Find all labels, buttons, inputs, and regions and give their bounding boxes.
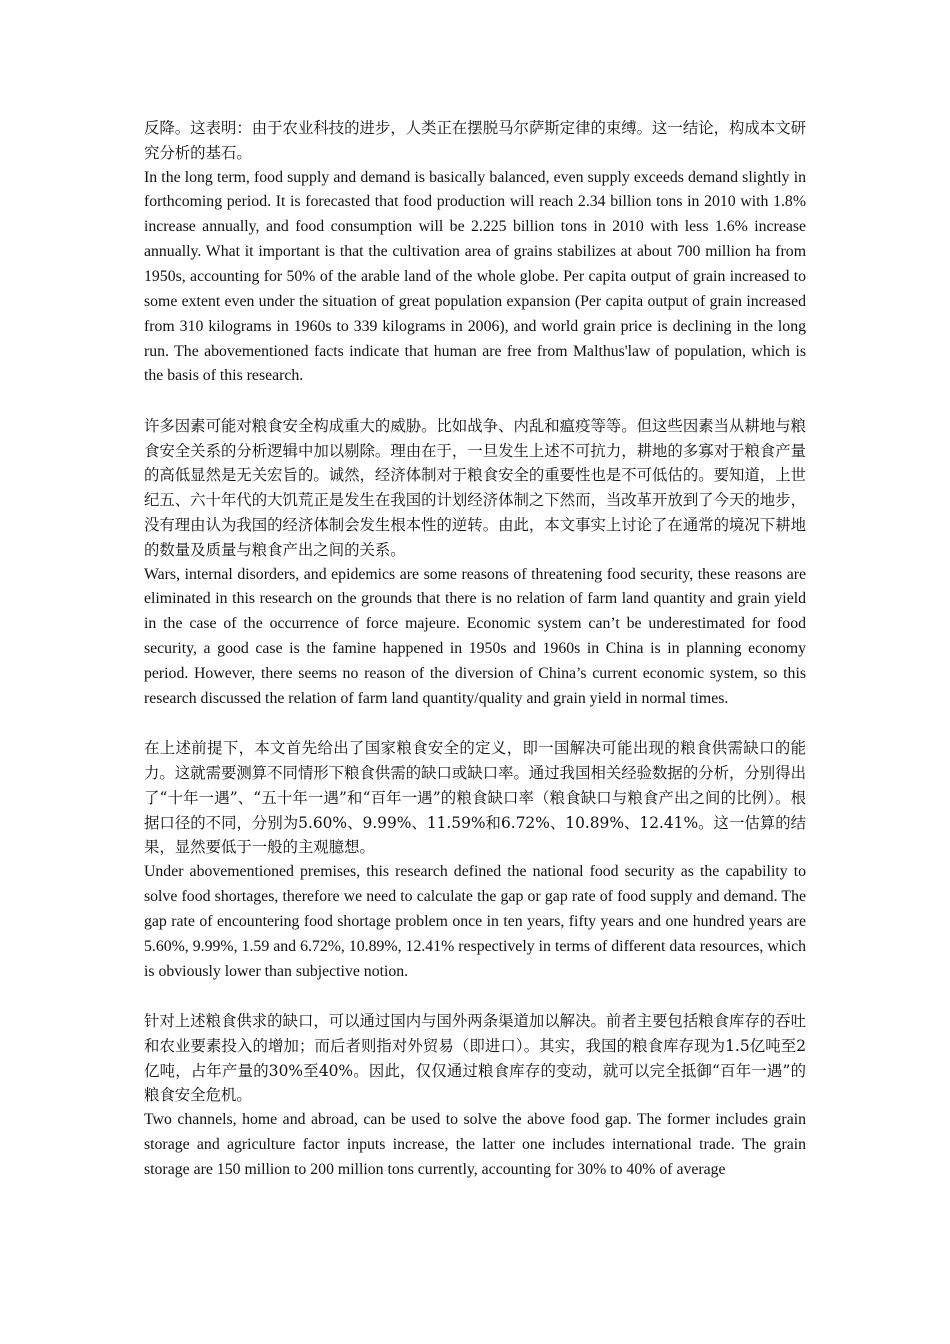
paragraph-gap: [144, 984, 806, 1009]
paragraph-zh-1: 反降。这表明：由于农业科技的进步，人类正在摆脱马尔萨斯定律的束缚。这一结论，构成本文研究分析的基石。: [144, 119, 806, 162]
document-page: [144, 116, 806, 1183]
paragraph-en-2: Wars, internal disorders, and epidemics are some reasons of threatening food security, these reasons are eliminated in this research on the grounds that there is no relation of farm land quantity and grain yield in the case of the occurrence of force majeure. Economic system can’t be underestimated for food security, a good case is the famine happened in 1950s and 1960s in China is in planning economy period. However, there seems no reason of the diversion of China’s current economic system, so this research discussed the relation of farm land quantity/quality and grain yield in normal times.: [144, 565, 806, 707]
paragraph-gap: [144, 389, 806, 414]
paragraph-gap: [144, 712, 806, 737]
paragraph-en-4: Two channels, home and abroad, can be used to solve the above food gap. The former includes grain storage and agriculture factor inputs increase, the latter one includes international trade. The grain storage are 150 million to 200 million tons currently, accounting for 30% to 40% of average: [144, 1111, 806, 1178]
paragraph-zh-3: 在上述前提下，本文首先给出了国家粮食安全的定义，即一国解决可能出现的粮食供需缺口的能力。这就需要测算不同情形下粮食供需的缺口或缺口率。通过我国相关经验数据的分析，分别得出了“十年一遇”、“五十年一遇”和“百年一遇”的粮食缺口率（粮食缺口与粮食产出之间的比例）。根据口径的不同，分别为5.60%、9.99%、11.59%和6.72%、10.89%、12.41%。这一估算的结果，显然要低于一般的主观臆想。: [144, 739, 806, 857]
paragraph-en-1: In the long term, food supply and demand is basically balanced, even supply exceeds demand slightly in forthcoming period. It is forecasted that food production will reach 2.34 billion tons in 2010 with 1.8% increase annually, and food consumption will be 2.225 billion tons in 2010 with less 1.6% increase annually. What it important is that the cultivation area of grains stabilizes at about 700 million ha from 1950s, accounting for 50% of the arable land of the whole globe. Per capita output of grain increased to some extent even under the situation of great population expansion (Per capita output of grain increased from 310 kilograms in 1960s to 339 kilograms in 2006), and world grain price is declining in the long run. The abovementioned facts indicate that human are free from Malthus'law of population, which is the basis of this research.: [144, 168, 806, 385]
paragraph-zh-4: 针对上述粮食供求的缺口，可以通过国内与国外两条渠道加以解决。前者主要包括粮食库存的吞吐和农业要素投入的增加；而后者则指对外贸易（即进口）。其实，我国的粮食库存现为1.5亿吨至2亿吨，占年产量的30%至40%。因此，仅仅通过粮食库存的变动，就可以完全抵御“百年一遇”的粮食安全危机。: [144, 1012, 806, 1105]
paragraph-zh-2: 许多因素可能对粮食安全构成重大的威胁。比如战争、内乱和瘟疫等等。但这些因素当从耕地与粮食安全关系的分析逻辑中加以剔除。理由在于，一旦发生上述不可抗力，耕地的多寡对于粮食产量的高低显然是无关宏旨的。诚然，经济体制对于粮食安全的重要性也是不可低估的。要知道，上世纪五、六十年代的大饥荒正是发生在我国的计划经济体制之下然而，当改革开放到了今天的地步，没有理由认为我国的经济体制会发生根本性的逆转。由此，本文事实上讨论了在通常的境况下耕地的数量及质量与粮食产出之间的关系。: [144, 416, 806, 559]
paragraph-en-3: Under abovementioned premises, this research defined the national food security as the capability to solve food shortages, therefore we need to calculate the gap or gap rate of food supply and demand. The gap rate of encountering food shortage problem once in ten years, fifty years and one hundred years are 5.60%, 9.99%, 1.59 and 6.72%, 10.89%, 12.41% respectively in terms of different data resources, which is obviously lower than subjective notion.: [144, 863, 806, 980]
